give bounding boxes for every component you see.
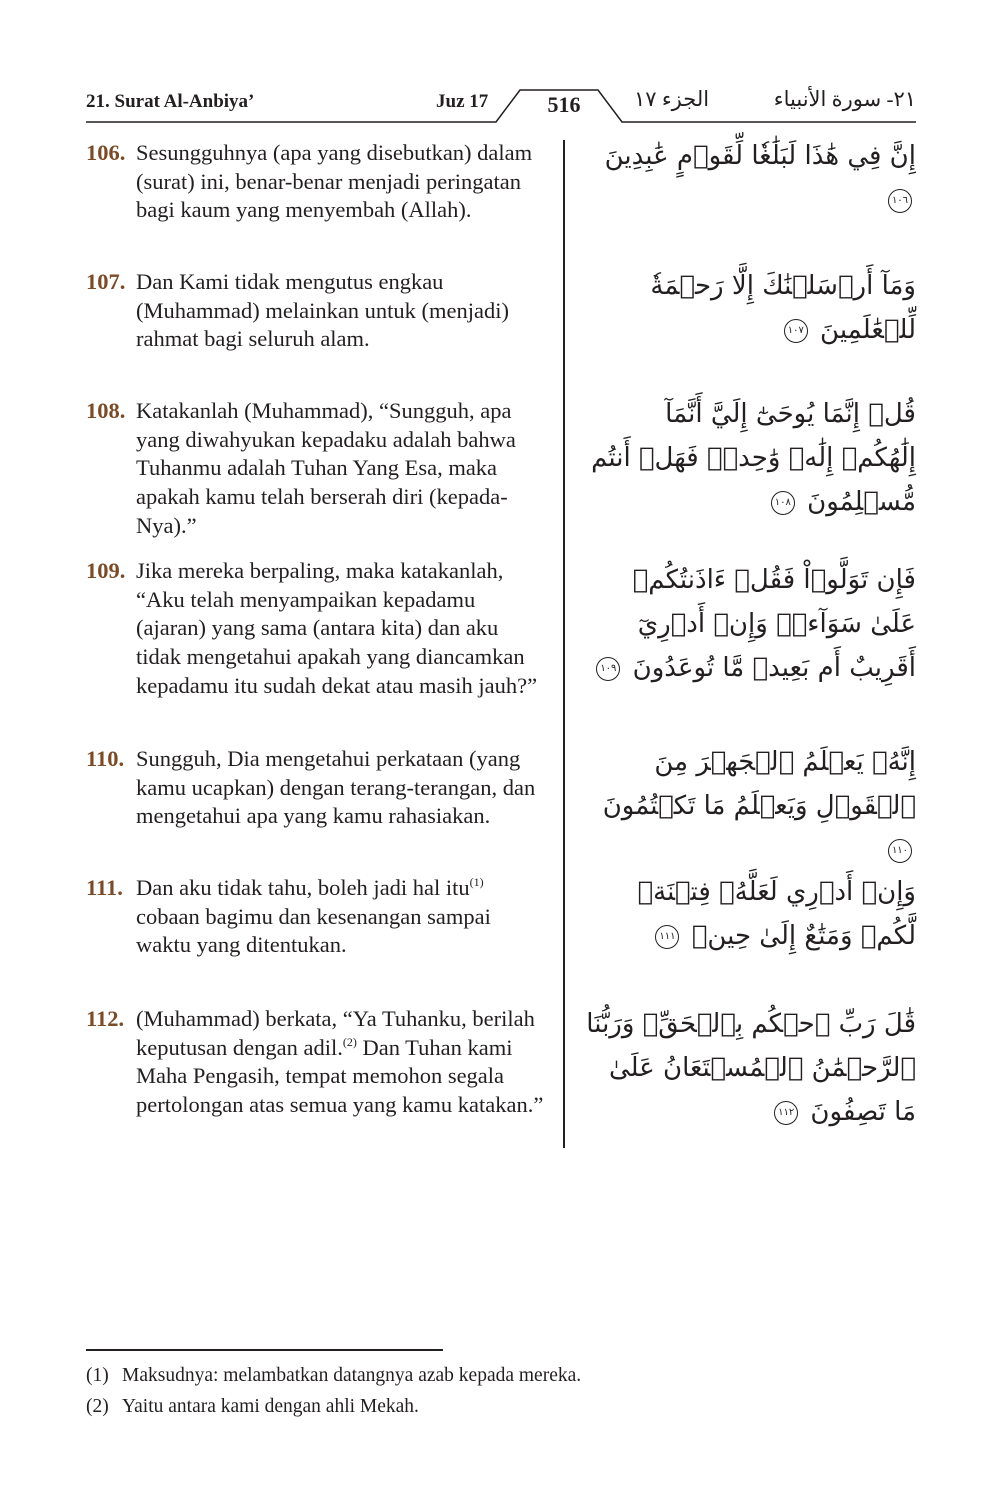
verse-number: 106. bbox=[86, 140, 126, 165]
ayah-end-marker: ١٠٧ bbox=[784, 319, 808, 343]
arabic-text: فَإِن تَوَلَّوۡاْ فَقُلۡ ءَاذَنتُكُمۡ عَلَىٰ سَوَآءٖۖ وَإِنۡ أَدۡرِيٓ أَقَرِيبٌ أَم بَعِيدٞ مَّا تُوعَدُونَ bbox=[632, 565, 916, 683]
verse-arabic-109 bbox=[586, 558, 916, 690]
juz-label-latin: Juz 17 bbox=[436, 91, 489, 112]
page-number: 516 bbox=[547, 92, 581, 117]
verse-number: 112. bbox=[86, 1006, 125, 1031]
verse-arabic-110 bbox=[586, 740, 916, 872]
verse-arabic-108 bbox=[586, 392, 916, 524]
arabic-text: إِنَّ فِي هَٰذَا لَبَلَٰغٗا لِّقَوۡمٍ عَٰبِدِينَ bbox=[604, 141, 916, 171]
arabic-text: إِنَّهُۥ يَعۡلَمُ ٱلۡجَهۡرَ مِنَ ٱلۡقَوۡلِ وَيَعۡلَمُ مَا تَكۡتُمُونَ bbox=[602, 747, 916, 821]
footnote-text: Maksudnya: melambatkan datangnya azab kepada mereka. bbox=[122, 1365, 582, 1386]
arabic-text: وَمَآ أَرۡسَلۡنَٰكَ إِلَّا رَحۡمَةٗ لِّلۡعَٰلَمِينَ bbox=[650, 271, 916, 345]
verse-text: Dan Kami tidak mengutus engkau (Muhammad) melainkan untuk (menjadi) rahmat bagi seluruh alam. bbox=[136, 269, 510, 352]
ayah-end-marker: ١٠٦ bbox=[888, 189, 912, 213]
surah-title-arabic: ٢١- سورة الأنبياء bbox=[773, 87, 916, 111]
arabic-text: قُلۡ إِنَّمَا يُوحَىٰٓ إِلَيَّ أَنَّمَآ إِلَٰهُكُمۡ إِلَٰهٞ وَٰحِدٞۖ فَهَلۡ أَنتُم مُّسۡلِمُونَ bbox=[591, 399, 916, 517]
ayah-end-marker: ١١٢ bbox=[774, 1101, 798, 1125]
verse-arabic-112 bbox=[586, 1002, 916, 1134]
arabic-text: قَٰلَ رَبِّ ٱحۡكُم بِٱلۡحَقِّۗ وَرَبُّنَا ٱلرَّحۡمَٰنُ ٱلۡمُسۡتَعَانُ عَلَىٰ مَا تَصِفُونَ bbox=[586, 1009, 916, 1127]
verse-text bbox=[136, 1005, 546, 1120]
column-divider bbox=[563, 140, 565, 1148]
verse-text-part: (Muhammad) berkata, “Ya Tuhanku, berilah keputusan dengan adil. bbox=[136, 1006, 535, 1060]
footnote-divider bbox=[86, 1349, 443, 1351]
verse-text-part: Dan Tuhan kami Maha Pengasih, tempat memohon segala pertolongan atas semua yang kamu katakan.” bbox=[136, 1034, 544, 1118]
page-header bbox=[86, 84, 916, 124]
verse-text-part: cobaan bagimu dan kesenangan sampai waktu yang ditentukan. bbox=[136, 903, 491, 958]
ayah-end-marker: ١١٠ bbox=[888, 839, 912, 863]
verse-text-part: Dan aku tidak tahu, boleh jadi hal itu bbox=[136, 875, 470, 900]
footnote-mark: (2) bbox=[86, 1396, 109, 1417]
verse-number: 111. bbox=[86, 875, 123, 900]
verse-translation-106 bbox=[86, 139, 546, 225]
footnote-2 bbox=[86, 1395, 419, 1419]
verse-arabic-107 bbox=[586, 264, 916, 352]
verse-number: 110. bbox=[86, 746, 125, 771]
ayah-end-marker: ١١١ bbox=[655, 925, 679, 949]
verse-number: 109. bbox=[86, 558, 126, 583]
footnote-ref[interactable]: (1) bbox=[469, 875, 484, 889]
footnote-ref[interactable]: (2) bbox=[342, 1034, 357, 1049]
verse-text bbox=[136, 874, 546, 960]
footnote-mark: (1) bbox=[86, 1365, 109, 1386]
ayah-end-marker: ١٠٨ bbox=[771, 491, 795, 515]
verse-arabic-111 bbox=[586, 870, 916, 958]
verse-translation-108 bbox=[86, 397, 546, 541]
ayah-end-marker: ١٠٩ bbox=[596, 657, 620, 681]
verse-number: 107. bbox=[86, 269, 126, 294]
verse-text: Sungguh, Dia mengetahui perkataan (yang kamu ucapkan) dengan terang-terangan, dan mengetahui apa yang kamu rahasiakan. bbox=[136, 746, 536, 829]
verse-translation-112 bbox=[86, 1005, 546, 1120]
verse-translation-110 bbox=[86, 745, 546, 831]
verse-translation-111 bbox=[86, 874, 546, 960]
arabic-text: وَإِنۡ أَدۡرِي لَعَلَّهُۥ فِتۡنَةٞ لَّكُمۡ وَمَتَٰعٌ إِلَىٰ حِينٖ bbox=[637, 877, 916, 951]
juz-label-arabic: الجزء ١٧ bbox=[634, 87, 710, 111]
surah-title-latin: 21. Surat Al-Anbiya’ bbox=[86, 91, 255, 112]
footnote-text: Yaitu antara kami dengan ahli Mekah. bbox=[122, 1396, 419, 1417]
verse-translation-107 bbox=[86, 268, 546, 354]
verse-text: Katakanlah (Muhammad), “Sungguh, apa yang diwahyukan kepadaku adalah bahwa Tuhanmu adalah Tuhan Yang Esa, maka apakah kamu telah berserah diri (kepada-Nya).” bbox=[136, 398, 516, 538]
verse-text: Sesungguhnya (apa yang disebutkan) dalam (surat) ini, benar-benar menjadi peringatan bagi kaum yang menyembah (Allah). bbox=[136, 140, 533, 223]
verse-text: Jika mereka berpaling, maka katakanlah, “Aku telah menyampaikan kepadamu (ajaran) yang sama (antara kita) dan aku tidak mengetahui apakah yang diancamkan kepadamu itu sudah dekat atau masih jauh?” bbox=[136, 558, 538, 698]
footnote-1 bbox=[86, 1364, 581, 1388]
verse-number: 108. bbox=[86, 398, 126, 423]
verse-arabic-106 bbox=[586, 134, 916, 222]
verse-translation-109 bbox=[86, 557, 546, 701]
